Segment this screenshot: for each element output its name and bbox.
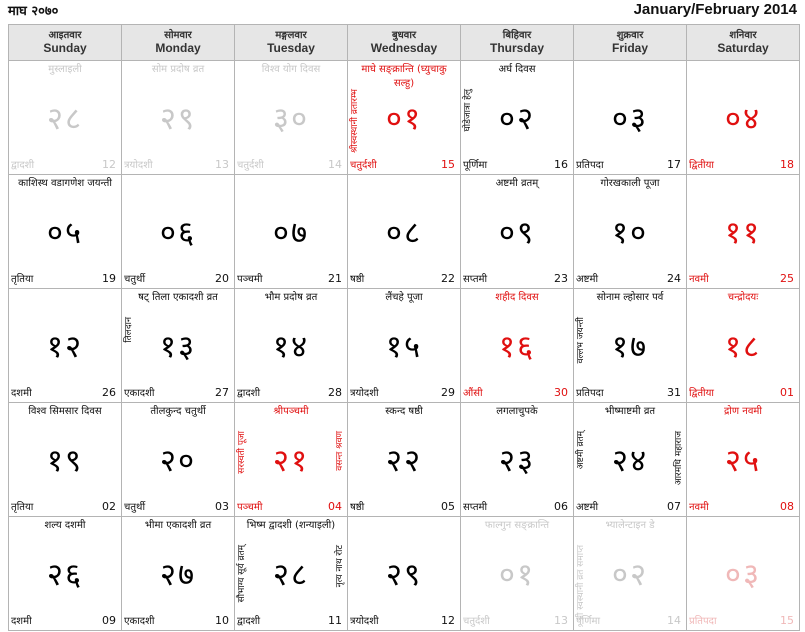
weekday-english-label: Wednesday bbox=[370, 41, 438, 55]
nepali-date-number: १३ bbox=[159, 329, 197, 365]
nepali-date-number: २९ bbox=[159, 101, 197, 137]
day-cell[interactable] bbox=[122, 61, 235, 175]
day-event-label: विश्व सिमसार दिवस bbox=[28, 406, 102, 417]
weekday-header-saturday bbox=[687, 25, 800, 61]
day-event-label: भीष्माष्टमी व्रत bbox=[604, 406, 656, 417]
tithi-label: द्वादशी bbox=[237, 616, 261, 627]
day-cell[interactable] bbox=[9, 61, 122, 175]
day-cell[interactable] bbox=[687, 175, 800, 289]
tithi-label: प्रतिपदा bbox=[576, 388, 604, 399]
day-cell[interactable] bbox=[461, 403, 574, 517]
tithi-label: औंसी bbox=[463, 388, 483, 399]
nepali-date-number: २७ bbox=[159, 557, 197, 593]
day-cell[interactable] bbox=[122, 175, 235, 289]
tithi-label: पञ्चमी bbox=[237, 502, 263, 513]
calendar-week-row bbox=[9, 61, 800, 175]
weekday-english-label: Tuesday bbox=[267, 41, 315, 55]
tithi-label: द्वितीया bbox=[689, 388, 715, 399]
nepali-date-number: २६ bbox=[46, 557, 84, 593]
weekday-header-wednesday bbox=[348, 25, 461, 61]
tithi-label: त्रयोदशी bbox=[350, 616, 379, 627]
day-cell[interactable] bbox=[461, 175, 574, 289]
day-side-note-left: घोडेजात्रा हेलु bbox=[463, 89, 473, 132]
tithi-label: चतुर्दशी bbox=[237, 160, 264, 171]
day-event-label: भौम प्रदोष व्रत bbox=[264, 292, 318, 303]
weekday-header-monday bbox=[122, 25, 235, 61]
tithi-label: षष्ठी bbox=[350, 274, 365, 285]
nepali-date-number: ०६ bbox=[159, 215, 197, 251]
english-date-number: 28 bbox=[328, 386, 342, 399]
calendar-grid bbox=[8, 24, 800, 631]
day-cell[interactable] bbox=[687, 289, 800, 403]
calendar-week-row bbox=[9, 403, 800, 517]
tithi-label: सप्तमी bbox=[463, 502, 488, 513]
day-cell[interactable] bbox=[348, 175, 461, 289]
day-cell[interactable] bbox=[122, 403, 235, 517]
day-cell[interactable] bbox=[9, 289, 122, 403]
nepali-date-number: ११ bbox=[724, 215, 762, 251]
weekday-english-label: Sunday bbox=[43, 41, 87, 55]
english-date-number: 07 bbox=[667, 500, 681, 513]
weekday-header-sunday bbox=[9, 25, 122, 61]
day-side-note-left: श्रीस्वस्थानी व्रतारम्भ bbox=[350, 89, 360, 153]
day-cell[interactable] bbox=[687, 517, 800, 631]
english-date-number: 06 bbox=[554, 500, 568, 513]
weekday-header-friday bbox=[574, 25, 687, 61]
tithi-label: सप्तमी bbox=[463, 274, 488, 285]
weekday-nepali-label: बिहिवार bbox=[502, 30, 532, 41]
day-cell[interactable] bbox=[235, 517, 348, 631]
nepali-date-number: १० bbox=[611, 215, 649, 251]
tithi-label: एकादशी bbox=[124, 616, 155, 627]
day-event-label: भीमा एकादशी व्रत bbox=[144, 520, 212, 531]
day-event-label: लैंचहे पूजा bbox=[385, 292, 423, 303]
day-cell[interactable] bbox=[687, 61, 800, 175]
english-date-number: 18 bbox=[780, 158, 794, 171]
tithi-label: चतुर्थी bbox=[124, 274, 146, 285]
nepali-date-number: २२ bbox=[385, 443, 423, 479]
nepali-date-number: १७ bbox=[611, 329, 649, 365]
nepali-date-number: ०१ bbox=[385, 101, 423, 137]
day-event-label: भिष्म द्वादशी (शन्याइली) bbox=[246, 520, 336, 531]
nepali-date-number: २९ bbox=[385, 557, 423, 593]
nepali-date-number: २० bbox=[159, 443, 197, 479]
calendar-week-row bbox=[9, 289, 800, 403]
english-date-number: 27 bbox=[215, 386, 229, 399]
nepali-date-number: १९ bbox=[46, 443, 84, 479]
day-cell[interactable] bbox=[122, 517, 235, 631]
day-side-note-right: वसन्त श्रवण bbox=[335, 431, 345, 471]
english-date-number: 22 bbox=[441, 272, 455, 285]
calendar-week-row bbox=[9, 517, 800, 631]
nepali-date-number: ०३ bbox=[724, 557, 762, 593]
nepali-date-number: ०२ bbox=[611, 557, 649, 593]
day-cell[interactable] bbox=[235, 61, 348, 175]
nepali-date-number: १४ bbox=[272, 329, 310, 365]
weekday-header-tuesday bbox=[235, 25, 348, 61]
day-cell[interactable] bbox=[122, 289, 235, 403]
weekday-english-label: Saturday bbox=[717, 41, 769, 55]
day-event-label: श्रीपञ्चमी bbox=[273, 406, 309, 417]
nepali-month-title: माघ २०७० bbox=[8, 4, 59, 19]
calendar-body bbox=[9, 61, 800, 631]
weekday-english-label: Monday bbox=[155, 41, 201, 55]
english-date-number: 31 bbox=[667, 386, 681, 399]
english-date-number: 12 bbox=[102, 158, 116, 171]
day-cell[interactable] bbox=[574, 61, 687, 175]
english-date-number: 14 bbox=[667, 614, 681, 627]
day-event-label: चन्द्रोदयः bbox=[727, 292, 759, 303]
tithi-label: चतुर्दशी bbox=[350, 160, 377, 171]
day-event-label: विश्व योग दिवस bbox=[261, 64, 321, 75]
nepali-date-number: १८ bbox=[724, 329, 762, 365]
day-cell[interactable] bbox=[348, 517, 461, 631]
tithi-label: चतुर्दशी bbox=[463, 616, 490, 627]
tithi-label: दशमी bbox=[11, 388, 32, 399]
day-event-label: शहीद दिवस bbox=[495, 292, 539, 303]
day-cell[interactable] bbox=[461, 517, 574, 631]
tithi-label: त्रयोदशी bbox=[124, 160, 153, 171]
tithi-label: त्रयोदशी bbox=[350, 388, 379, 399]
day-cell[interactable] bbox=[235, 403, 348, 517]
tithi-label: द्वितीया bbox=[689, 160, 715, 171]
tithi-label: अष्टमी bbox=[576, 502, 599, 513]
day-event-label: तीलकुन्द चतुर्थी bbox=[150, 406, 206, 417]
tithi-label: द्वादशी bbox=[237, 388, 261, 399]
english-date-number: 16 bbox=[554, 158, 568, 171]
day-event-label: माघे सङ्क्रान्ति (घ्युचाकु सल्हु) bbox=[361, 64, 447, 89]
english-date-number: 01 bbox=[780, 386, 794, 399]
weekday-english-label: Thursday bbox=[489, 41, 544, 55]
english-date-number: 12 bbox=[441, 614, 455, 627]
nepali-date-number: ०५ bbox=[46, 215, 84, 251]
day-cell[interactable] bbox=[348, 61, 461, 175]
english-date-number: 19 bbox=[102, 272, 116, 285]
day-event-label: अर्घ दिवस bbox=[498, 64, 536, 75]
weekday-english-label: Friday bbox=[611, 41, 648, 55]
day-event-label: काशिस्थ वडागणेश जयन्ती bbox=[18, 178, 112, 189]
english-date-number: 11 bbox=[328, 614, 342, 627]
nepali-date-number: १६ bbox=[498, 329, 536, 365]
english-date-number: 17 bbox=[667, 158, 681, 171]
english-date-number: 04 bbox=[328, 500, 342, 513]
day-cell[interactable] bbox=[235, 175, 348, 289]
tithi-label: तृतिया bbox=[11, 274, 34, 285]
weekday-header-row bbox=[9, 25, 800, 61]
tithi-label: प्रतिपदा bbox=[576, 160, 604, 171]
weekday-nepali-label: सोमवार bbox=[164, 30, 192, 41]
tithi-label: तृतिया bbox=[11, 502, 34, 513]
english-date-number: 23 bbox=[554, 272, 568, 285]
day-event-label: द्रोण नवमी bbox=[724, 406, 762, 417]
nepali-date-number: ०१ bbox=[498, 557, 536, 593]
nepali-date-number: २४ bbox=[611, 443, 649, 479]
english-date-number: 30 bbox=[554, 386, 568, 399]
weekday-nepali-label: मङ्गलवार bbox=[275, 30, 307, 41]
day-event-label: शल्य दशमी bbox=[44, 520, 86, 531]
english-date-number: 14 bbox=[328, 158, 342, 171]
nepali-date-number: ०७ bbox=[272, 215, 310, 251]
english-date-number: 24 bbox=[667, 272, 681, 285]
nepali-date-number: १२ bbox=[46, 329, 84, 365]
nepali-date-number: ०२ bbox=[498, 101, 536, 137]
nepali-date-number: १५ bbox=[385, 329, 423, 365]
day-side-note-left: सरस्वती पूजा bbox=[237, 431, 247, 474]
day-event-label: अष्टमी व्रतम् bbox=[495, 178, 539, 189]
english-date-number: 08 bbox=[780, 500, 794, 513]
tithi-label: पूर्णिमा bbox=[463, 160, 488, 171]
tithi-label: दशमी bbox=[11, 616, 32, 627]
english-date-number: 20 bbox=[215, 272, 229, 285]
tithi-label: पञ्चमी bbox=[237, 274, 263, 285]
day-cell[interactable] bbox=[9, 517, 122, 631]
day-event-label: मुस्लाइली bbox=[48, 64, 82, 75]
nepali-date-number: २८ bbox=[272, 557, 310, 593]
nepali-date-number: २३ bbox=[498, 443, 536, 479]
day-side-note-left: श्री स्वस्थानी व्रत समाप्त bbox=[576, 545, 586, 622]
english-date-number: 26 bbox=[102, 386, 116, 399]
nepali-date-number: ३० bbox=[272, 101, 310, 137]
english-date-number: 05 bbox=[441, 500, 455, 513]
weekday-nepali-label: शुक्रवार bbox=[616, 30, 644, 41]
tithi-label: अष्टमी bbox=[576, 274, 599, 285]
day-event-label: लगलाचुपके bbox=[496, 406, 538, 417]
english-date-number: 13 bbox=[554, 614, 568, 627]
english-date-number: 21 bbox=[328, 272, 342, 285]
weekday-nepali-label: बुधवार bbox=[391, 30, 417, 41]
english-date-number: 29 bbox=[441, 386, 455, 399]
day-cell[interactable] bbox=[687, 403, 800, 517]
day-event-label: स्कन्द षष्ठी bbox=[385, 406, 423, 417]
day-cell[interactable] bbox=[574, 403, 687, 517]
day-cell[interactable] bbox=[9, 175, 122, 289]
weekday-nepali-label: शनिवार bbox=[729, 30, 757, 41]
day-side-note-right: आरमधि महाराज bbox=[674, 431, 684, 486]
day-event-label: भ्यालेन्टाइन डे bbox=[605, 520, 655, 531]
nepali-date-number: ०८ bbox=[385, 215, 423, 251]
tithi-label: प्रतिपदा bbox=[689, 616, 717, 627]
english-date-number: 15 bbox=[441, 158, 455, 171]
nepali-date-number: २८ bbox=[46, 101, 84, 137]
day-event-label: फाल्गुन सङ्क्रान्ति bbox=[484, 520, 550, 531]
english-months-title: January/February 2014 bbox=[633, 1, 797, 18]
nepali-date-number: ०३ bbox=[611, 101, 649, 137]
english-date-number: 25 bbox=[780, 272, 794, 285]
nepali-date-number: ०९ bbox=[498, 215, 536, 251]
day-cell[interactable] bbox=[235, 289, 348, 403]
tithi-label: षष्ठी bbox=[350, 502, 365, 513]
day-side-note-right: नृत्य नाथ रोट bbox=[335, 545, 345, 588]
day-cell[interactable] bbox=[574, 175, 687, 289]
day-cell[interactable] bbox=[348, 403, 461, 517]
english-date-number: 03 bbox=[215, 500, 229, 513]
day-cell[interactable] bbox=[9, 403, 122, 517]
tithi-label: द्वादशी bbox=[11, 160, 35, 171]
day-cell[interactable] bbox=[574, 517, 687, 631]
day-side-note-left: वल्लभ जयन्ती bbox=[576, 317, 586, 364]
english-date-number: 13 bbox=[215, 158, 229, 171]
day-side-note-left: तिलदान bbox=[124, 317, 134, 343]
day-event-label: गोरखकाली पूजा bbox=[600, 178, 660, 189]
tithi-label: पूर्णिमा bbox=[576, 616, 601, 627]
day-cell[interactable] bbox=[348, 289, 461, 403]
day-event-label: सोनाम ल्होसार पर्व bbox=[596, 292, 664, 303]
nepali-date-number: ०४ bbox=[724, 101, 762, 137]
day-cell[interactable] bbox=[574, 289, 687, 403]
day-side-note-left: अष्टमी व्रतम् bbox=[576, 431, 586, 470]
day-side-note-left: सौभाग्य सूर्य व्रतम् bbox=[237, 545, 247, 603]
tithi-label: चतुर्थी bbox=[124, 502, 146, 513]
day-event-label: षट् तिला एकादशी व्रत bbox=[138, 292, 218, 303]
calendar-week-row bbox=[9, 175, 800, 289]
tithi-label: एकादशी bbox=[124, 388, 155, 399]
weekday-nepali-label: आइतवार bbox=[48, 30, 82, 41]
day-cell[interactable] bbox=[461, 289, 574, 403]
day-cell[interactable] bbox=[461, 61, 574, 175]
tithi-label: नवमी bbox=[689, 274, 709, 285]
tithi-label: नवमी bbox=[689, 502, 709, 513]
day-event-label: सोम प्रदोष व्रत bbox=[151, 64, 205, 75]
english-date-number: 10 bbox=[215, 614, 229, 627]
english-date-number: 09 bbox=[102, 614, 116, 627]
nepali-date-number: २१ bbox=[272, 443, 310, 479]
weekday-header-thursday bbox=[461, 25, 574, 61]
english-date-number: 02 bbox=[102, 500, 116, 513]
english-date-number: 15 bbox=[780, 614, 794, 627]
nepali-date-number: २५ bbox=[724, 443, 762, 479]
